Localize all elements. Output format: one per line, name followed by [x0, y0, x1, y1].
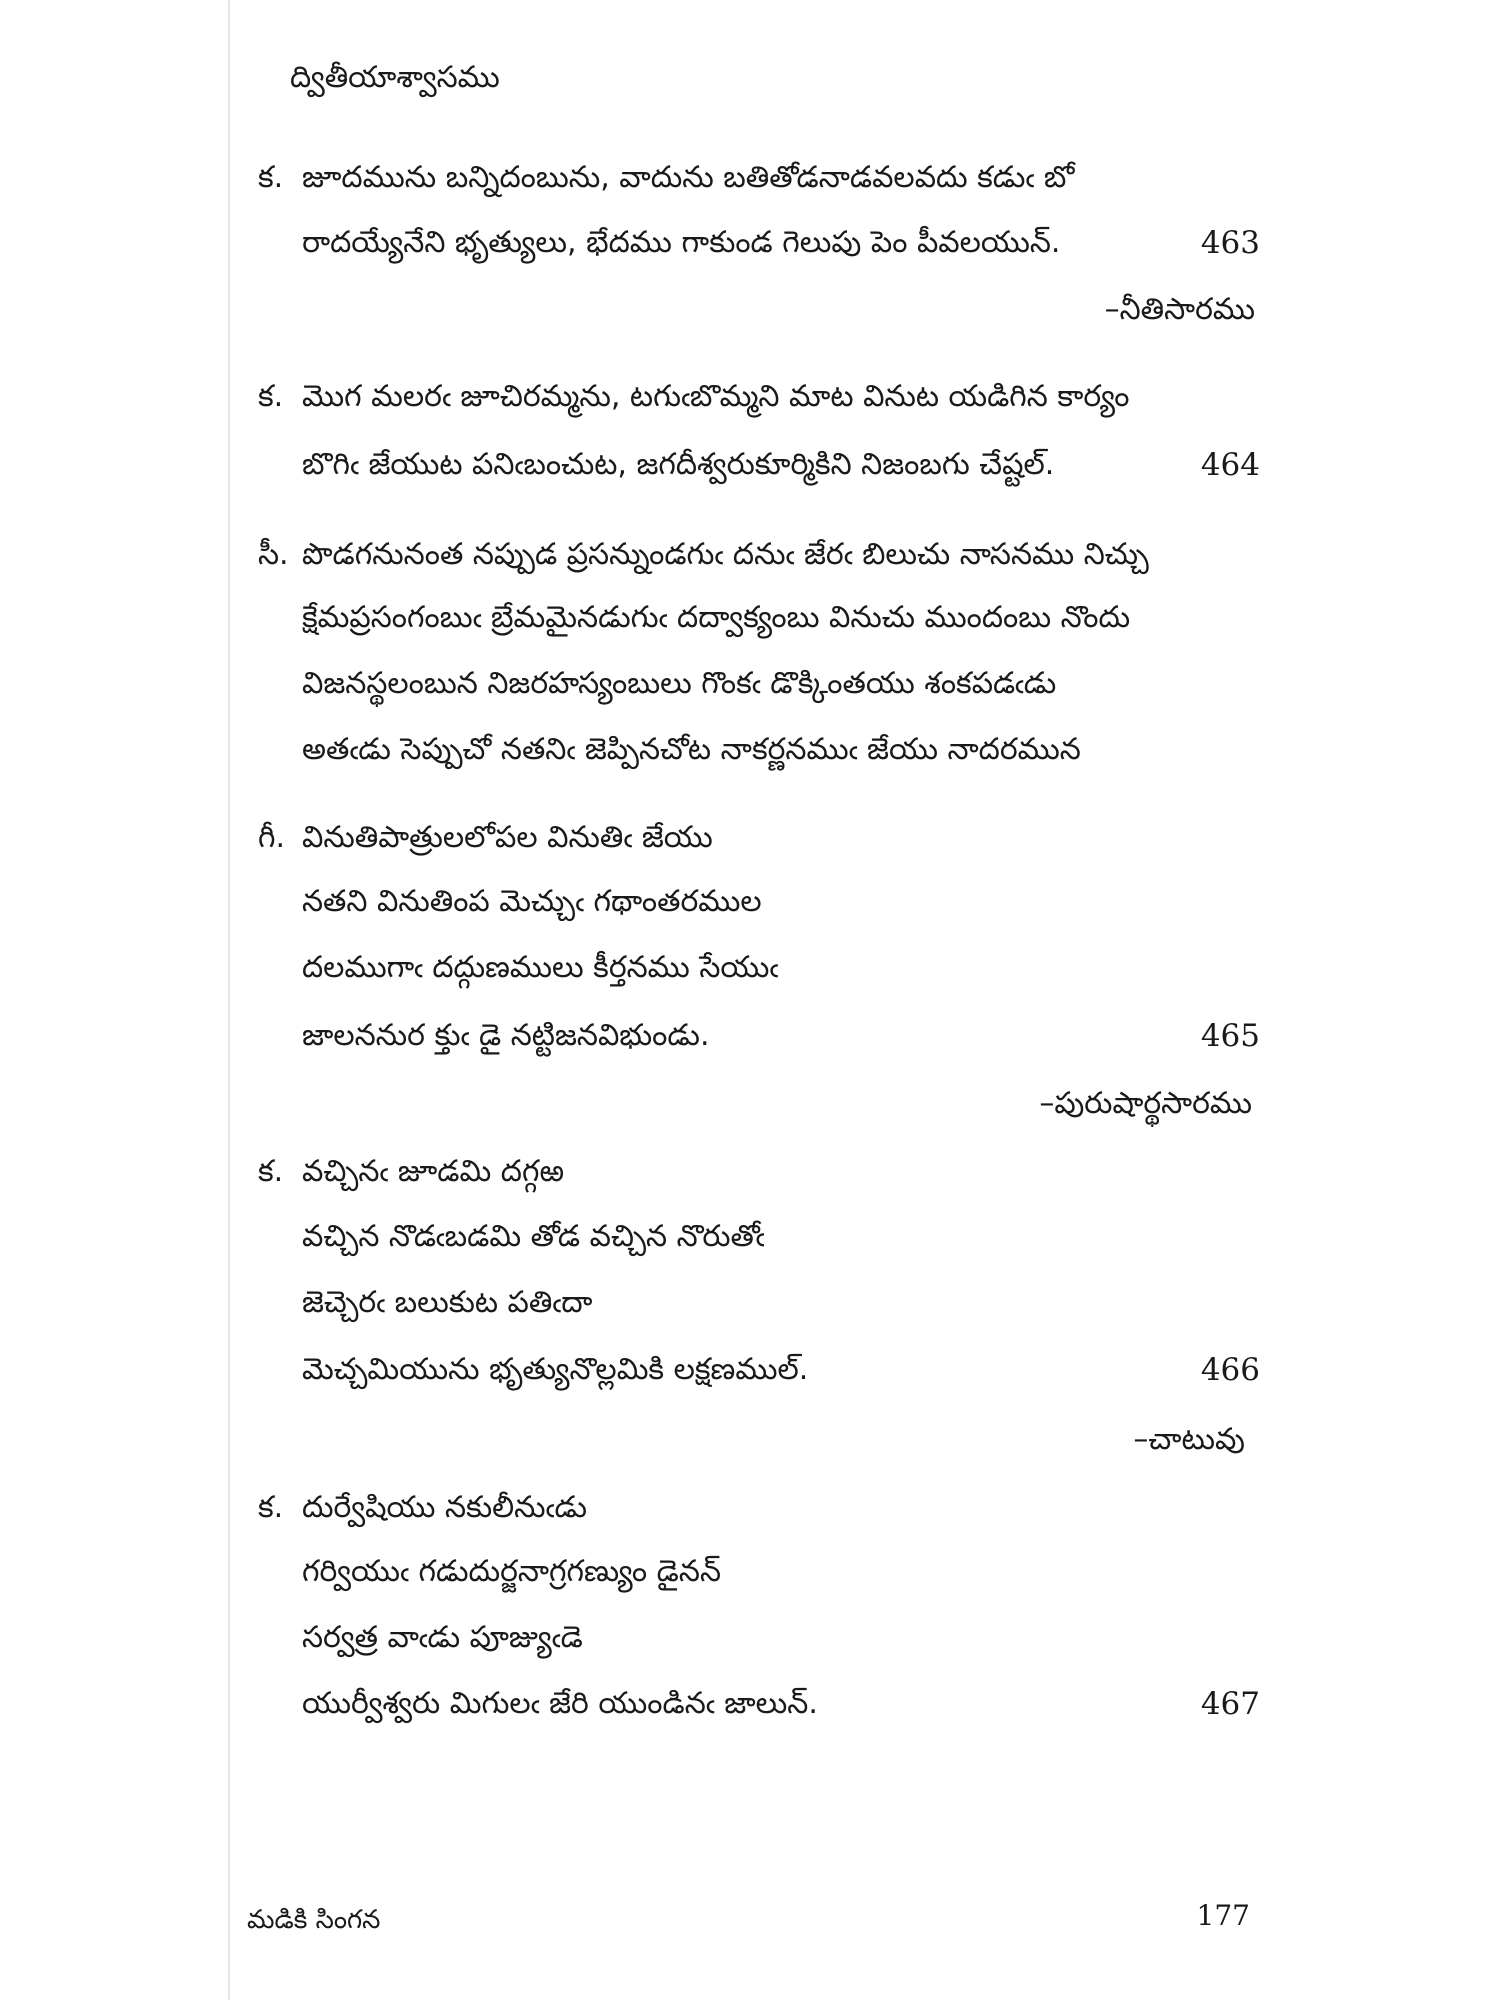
verse-line: జెచ్చెరఁ బలుకుట పతిఁదా	[302, 1285, 593, 1320]
verse-number: 463	[1200, 225, 1260, 261]
verse-line: క. దుర్వేషియు నకులీనుఁడు	[258, 1488, 587, 1528]
verse-line: వచ్చిన నొడఁబడమి తోడ వచ్చిన నొరుతోఁ	[302, 1219, 765, 1254]
meter-label: సీ.	[258, 537, 289, 572]
chapter-header: ద్వితీయాశ్వాసము	[290, 60, 500, 95]
verse-number: 467	[1200, 1686, 1260, 1722]
meter-label: క.	[258, 160, 284, 195]
verse-line: జాలననుర క్తుఁ డై నట్టిజనవిభుండు.	[302, 1018, 710, 1053]
verse-source: –పురుషార్థసారము	[1039, 1086, 1252, 1121]
meter-label: క.	[258, 379, 284, 414]
verse-source: –నీతిసారము	[1104, 292, 1255, 327]
verse-line: బొగిఁ జేయుట పనిఁబంచుట, జగదీశ్వరుకూర్మికిని నిజంబగు చేష్టల్.	[302, 447, 1055, 482]
page-number: 177	[1196, 1899, 1250, 1932]
verse-line: విజనస్థలంబున నిజరహస్యంబులు గొంకఁ డొక్కింతయు శంకపడఁడు	[302, 666, 1057, 701]
verse-line: గీ. వినుతిపాత్రులలోపల వినుతిఁ జేయు	[258, 818, 713, 858]
meter-label: క.	[258, 1490, 284, 1525]
verse-number: 464	[1200, 447, 1260, 483]
meter-label: గీ.	[258, 820, 286, 855]
footer-author: మడికి సింగన	[247, 1905, 381, 1935]
verse-line: అతఁడు సెప్పుచో నతనిఁ జెప్పినచోట నాకర్ణనముఁ జేయు నాదరమున	[302, 732, 1081, 767]
verse-line: క. మొగ మలరఁ జూచిరమ్మను, టగుఁబొమ్మని మాట వినుట యడిగిన కార్యం	[258, 377, 1130, 417]
verse-line: మెచ్చమియును భృత్యునొల్లమికి లక్షణముల్.	[302, 1352, 809, 1387]
verse-line: నతని వినుతింప మెచ్చుఁ గథాంతరముల	[302, 884, 762, 919]
verse-line: క్షేమప్రసంగంబుఁ బ్రేమమైనడుగుఁ దద్వాక్యంబు వినుచు ముందంబు నొందు	[302, 600, 1131, 635]
verse-line: సీ. పొడగనునంత నప్పుడ ప్రసన్నుండగుఁ దనుఁ జేరఁ బిలుచు నాసనము నిచ్చు	[258, 535, 1149, 575]
verse-line: యుర్వీశ్వరు మిగులఁ జేరి యుండినఁ జాలున్.	[302, 1686, 818, 1721]
verse-line: క. వచ్చినఁ జూడమి దగ్గఱ	[258, 1152, 564, 1192]
verse-line: సర్వత్ర వాఁడు పూజ్యుఁడె	[302, 1620, 583, 1655]
page-binding-edge	[228, 0, 230, 2000]
verse-line: క. జూదమును బన్నిదంబును, వాదును బతితోడనాడవలవదు కడుఁ బో	[258, 158, 1074, 198]
verse-line: దలముగాఁ దద్గుణములు కీర్తనము సేయుఁ	[302, 950, 779, 985]
verse-line: రాదయ్యేనేని భృత్యులు, భేదము గాకుండ గెలుపు పెం పీవలయున్.	[302, 225, 1061, 260]
verse-source: –చాటువు	[1133, 1422, 1245, 1457]
verse-number: 465	[1200, 1018, 1260, 1054]
verse-number: 466	[1200, 1352, 1260, 1388]
meter-label: క.	[258, 1154, 284, 1189]
verse-line: గర్వియుఁ గడుదుర్జనాగ్రగణ్యుం డైనన్	[302, 1554, 722, 1589]
